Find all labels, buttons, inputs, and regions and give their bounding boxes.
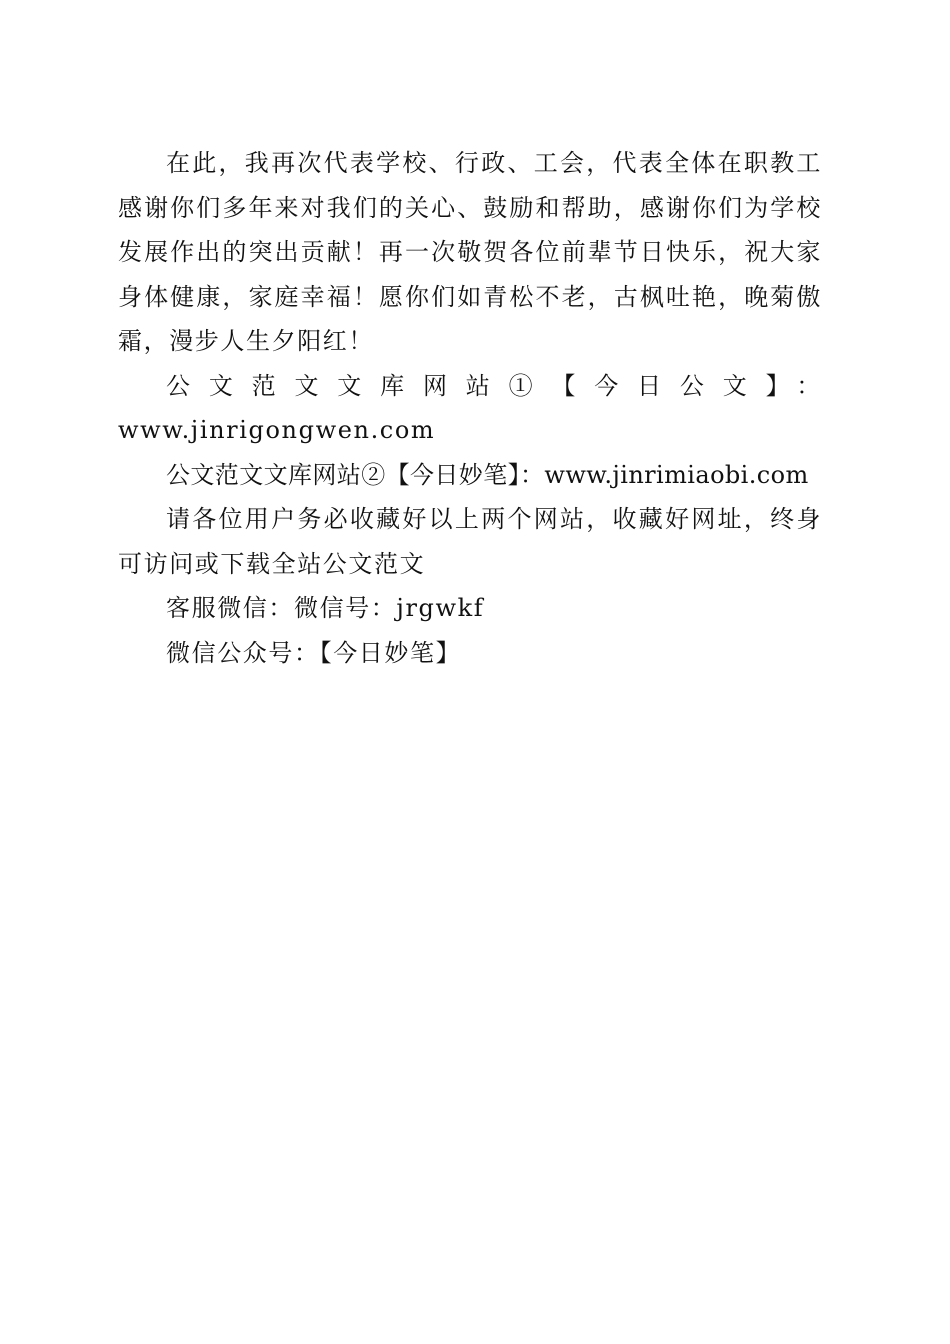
wechat-official-account: 微信公众号：【今日妙笔】 [166, 638, 462, 667]
bookmark-notice: 请各位用户务必收藏好以上两个网站，收藏好网址，终身可访问或下载全站公文范文 [118, 505, 822, 578]
site-one-label: 公文范文文库网站①【今日公文】： [166, 371, 822, 400]
site-one-url[interactable]: www.jinrigongwen.com [118, 416, 436, 444]
customer-service-wechat: 客服微信：微信号：jrgwkf [166, 594, 485, 622]
site-two-line[interactable]: 公文范文文库网站②【今日妙笔】：www.jinrimiaobi.com [166, 460, 809, 489]
document-body [118, 141, 822, 675]
closing-paragraph: 在此，我再次代表学校、行政、工会，代表全体在职教工感谢你们多年来对我们的关心、鼓励和帮助，感谢你们为学校发展作出的突出贡献！再一次敬贺各位前辈节日快乐，祝大家身体健康，家庭幸福！愿你们如青松不老，古枫吐艳，晚菊傲霜，漫步人生夕阳红！ [118, 149, 822, 355]
